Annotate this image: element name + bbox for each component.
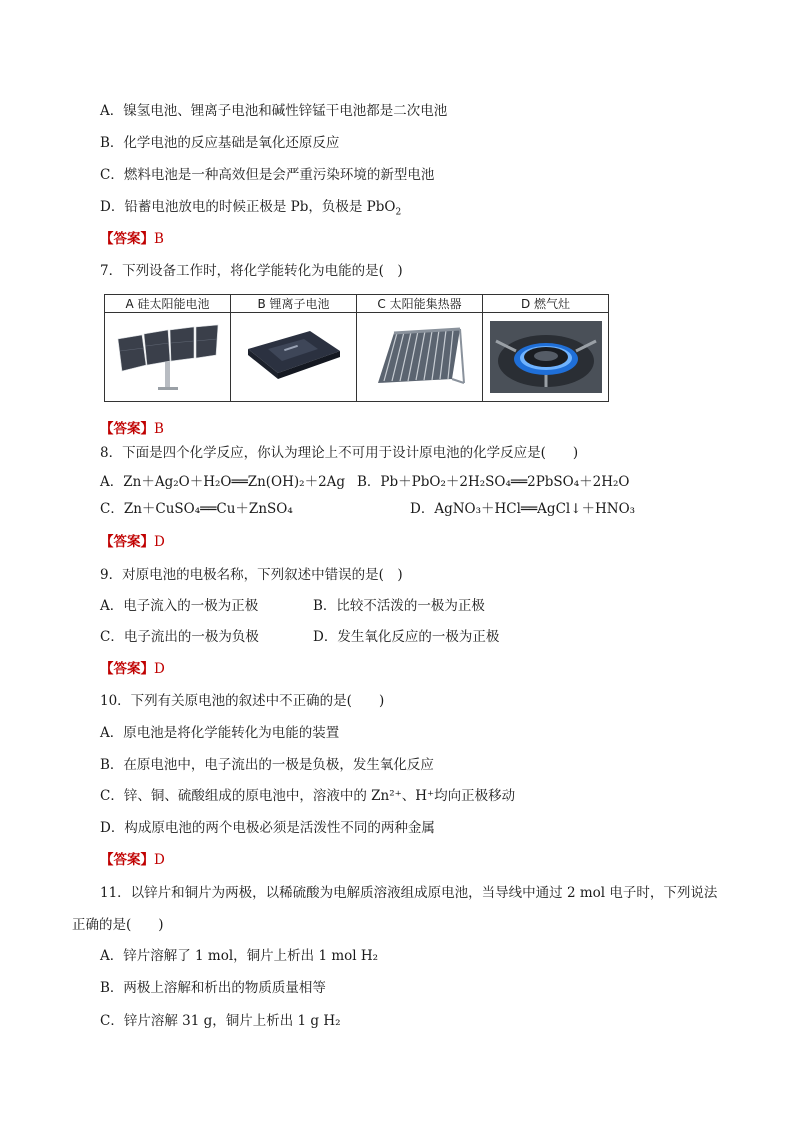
q8-option-a: A．Zn＋Ag₂O＋H₂O══Zn(OH)₂＋2Ag <box>100 474 346 490</box>
answer-label: 【答案】 <box>100 852 154 868</box>
lithium-battery-image <box>238 321 350 393</box>
q7-stem: 7．下列设备工作时，将化学能转化为电能的是( ) <box>100 263 403 279</box>
q11-stem-line-1: 11．以锌片和铜片为两极，以稀硫酸为电解质溶液组成原电池，当导线中通过 2 mol 电子时，下列说法 <box>100 885 718 901</box>
q11-option-b: B．两极上溶解和析出的物质质量相等 <box>100 980 326 996</box>
q11-option-a: A．锌片溶解了 1 mol，铜片上析出 1 mol H₂ <box>100 948 379 964</box>
device-image-c <box>357 313 483 402</box>
solar-panel-image <box>112 321 224 393</box>
q9-option-a: A．电子流入的一极为正极 <box>100 598 259 614</box>
device-header-d: D 燃气灶 <box>483 295 609 313</box>
q8-option-b: B．Pb＋PbO₂＋2H₂SO₄══2PbSO₄＋2H₂O <box>357 474 630 490</box>
q6-option-a: A．镍氢电池、锂离子电池和碱性锌锰干电池都是二次电池 <box>100 103 448 119</box>
q11-stem-line-2: 正确的是( ) <box>72 917 164 933</box>
q9-option-c: C．电子流出的一极为负极 <box>100 629 259 645</box>
answer-label: 【答案】 <box>100 421 154 437</box>
answer-value: B <box>154 231 164 247</box>
q10-option-a: A．原电池是将化学能转化为电能的装置 <box>100 725 340 741</box>
q9-stem: 9．对原电池的电极名称，下列叙述中错误的是( ) <box>100 567 403 583</box>
q10-option-c: C．锌、铜、硫酸组成的原电池中，溶液中的 Zn²⁺、H⁺均向正极移动 <box>100 788 516 804</box>
q9-option-b: B．比较不活泼的一极为正极 <box>313 598 485 614</box>
q9-option-d: D．发生氧化反应的一极为正极 <box>313 629 500 645</box>
q10-option-d: D．构成原电池的两个电极必须是活泼性不同的两种金属 <box>100 820 435 836</box>
answer-label: 【答案】 <box>100 231 154 247</box>
q8-option-c: C．Zn＋CuSO₄══Cu＋ZnSO₄ <box>100 501 293 517</box>
q10-option-b: B．在原电池中，电子流出的一极是负极，发生氧化反应 <box>100 757 434 773</box>
solar-collector-image <box>364 321 476 393</box>
q6-answer <box>100 230 164 248</box>
device-header-a: A 硅太阳能电池 <box>105 295 231 313</box>
gas-stove-image <box>490 321 602 393</box>
device-image-b <box>231 313 357 402</box>
q9-answer <box>100 660 165 678</box>
q8-answer <box>100 533 165 551</box>
q6-option-d-text: D．铅蓄电池放电的时候正极是 Pb，负极是 PbO <box>100 199 396 215</box>
q7-answer <box>100 420 164 438</box>
device-header-c: C 太阳能集热器 <box>357 295 483 313</box>
device-header-b: B 锂离子电池 <box>231 295 357 313</box>
q10-stem: 10．下列有关原电池的叙述中不正确的是( ) <box>100 693 385 709</box>
q6-option-d-subscript: 2 <box>395 207 402 218</box>
device-image-a <box>105 313 231 402</box>
answer-value: D <box>154 534 165 550</box>
q6-option-d <box>100 198 401 216</box>
answer-value: B <box>154 421 164 437</box>
q8-option-d: D．AgNO₃＋HCl══AgCl↓＋HNO₃ <box>410 501 636 517</box>
answer-label: 【答案】 <box>100 534 154 550</box>
q11-option-c: C．锌片溶解 31 g，铜片上析出 1 g H₂ <box>100 1013 341 1029</box>
device-image-d <box>483 313 609 402</box>
q6-option-c: C．燃料电池是一种高效但是会严重污染环境的新型电池 <box>100 167 435 183</box>
answer-label: 【答案】 <box>100 661 154 677</box>
answer-value: D <box>154 661 165 677</box>
q6-option-b: B．化学电池的反应基础是氧化还原反应 <box>100 135 340 151</box>
answer-value: D <box>154 852 165 868</box>
q8-stem: 8．下面是四个化学反应，你认为理论上不可用于设计原电池的化学反应是( ) <box>100 445 579 461</box>
device-table <box>104 294 609 402</box>
q10-answer <box>100 851 165 869</box>
